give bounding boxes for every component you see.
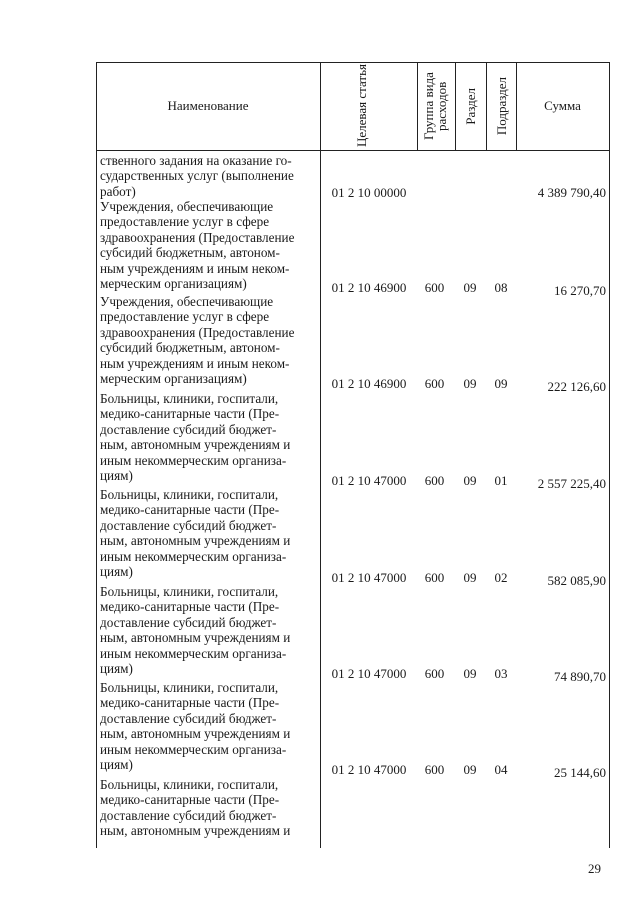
row-subsection: 08	[494, 280, 508, 295]
row-name: Больницы, клиники, госпитали, медико-санитарные части (Пре- доставление субсидий бюджет- ным, автономным учреждениям и	[100, 777, 291, 839]
row-group: 600	[424, 570, 445, 585]
row-subsection: 03	[494, 666, 508, 681]
row-section: 09	[463, 280, 477, 295]
page-number: 29	[588, 861, 601, 876]
row-section: 09	[463, 762, 477, 777]
row-target-code: 01 2 10 47000	[331, 473, 407, 488]
table-border-right	[609, 62, 610, 848]
header-group-label: Группа вида расходов	[421, 72, 449, 140]
row-name: Больницы, клиники, госпитали, медико-санитарные части (Пре- доставление субсидий бюджет- ным, автономным учреждениям и иным некоммерческим организа- циям)	[100, 487, 291, 580]
budget-table	[96, 62, 610, 848]
row-sum: 582 085,90	[547, 573, 606, 588]
header-sum	[516, 62, 609, 150]
row-group: 600	[424, 666, 445, 681]
row-subsection: 01	[494, 473, 508, 488]
header-name	[96, 62, 320, 150]
header-subsection	[486, 62, 516, 150]
header-group	[417, 62, 455, 150]
row-name: Больницы, клиники, госпитали, медико-санитарные части (Пре- доставление субсидий бюджет- ным, автономным учреждениям и иным некоммерческим организа- циям)	[100, 584, 291, 677]
header-sum-label: Сумма	[544, 98, 581, 113]
row-subsection: 02	[494, 570, 508, 585]
header-name-label: Наименование	[167, 98, 249, 113]
row-section: 09	[463, 376, 477, 391]
row-section: 09	[463, 570, 477, 585]
row-subsection: 09	[494, 376, 508, 391]
row-section: 09	[463, 666, 477, 681]
row-sum: 25 144,60	[554, 765, 606, 780]
row-name: Учреждения, обеспечивающие предоставление услуг в сфере здравоохранения (Предоставление субсидий бюджетным, автоном- ным учреждениям и иным неком- мерческим организациям)	[100, 294, 295, 387]
row-target-code: 01 2 10 46900	[331, 280, 407, 295]
header-target	[320, 62, 417, 150]
header-section	[455, 62, 486, 150]
row-sum: 2 557 225,40	[537, 476, 606, 491]
header-section-label: Раздел	[463, 87, 478, 125]
row-name: Учреждения, обеспечивающие предоставление услуг в сфере здравоохранения (Предоставление субсидий бюджетным, автоном- ным учреждениям и иным неком- мерческим организациям)	[100, 199, 295, 292]
row-sum: 74 890,70	[554, 669, 606, 684]
row-sum: 4 389 790,40	[537, 185, 606, 200]
header-target-label: Целевая статья	[353, 64, 369, 148]
row-target-code: 01 2 10 46900	[331, 376, 407, 391]
row-name: Больницы, клиники, госпитали, медико-санитарные части (Пре- доставление субсидий бюджет- ным, автономным учреждениям и иным некоммерческим организа- циям)	[100, 391, 291, 484]
row-sum: 16 270,70	[554, 283, 606, 298]
header-bottom-line	[96, 150, 610, 151]
row-group: 600	[424, 762, 445, 777]
row-target-code: 01 2 10 00000	[331, 185, 407, 200]
row-name: ственного задания на оказание го- сударственных услуг (выполнение работ)	[100, 153, 294, 199]
row-target-code: 01 2 10 47000	[331, 570, 407, 585]
row-name: Больницы, клиники, госпитали, медико-санитарные части (Пре- доставление субсидий бюджет- ным, автономным учреждениям и иным некоммерческим организа- циям)	[100, 680, 291, 773]
row-sum: 222 126,60	[547, 379, 606, 394]
row-group: 600	[424, 280, 445, 295]
table-border-left	[96, 62, 97, 848]
row-target-code: 01 2 10 47000	[331, 666, 407, 681]
row-group: 600	[424, 473, 445, 488]
row-group: 600	[424, 376, 445, 391]
header-subsection-label: Подраздел	[493, 76, 509, 136]
column-divider-name	[320, 62, 321, 848]
row-subsection: 04	[494, 762, 508, 777]
row-target-code: 01 2 10 47000	[331, 762, 407, 777]
row-section: 09	[463, 473, 477, 488]
